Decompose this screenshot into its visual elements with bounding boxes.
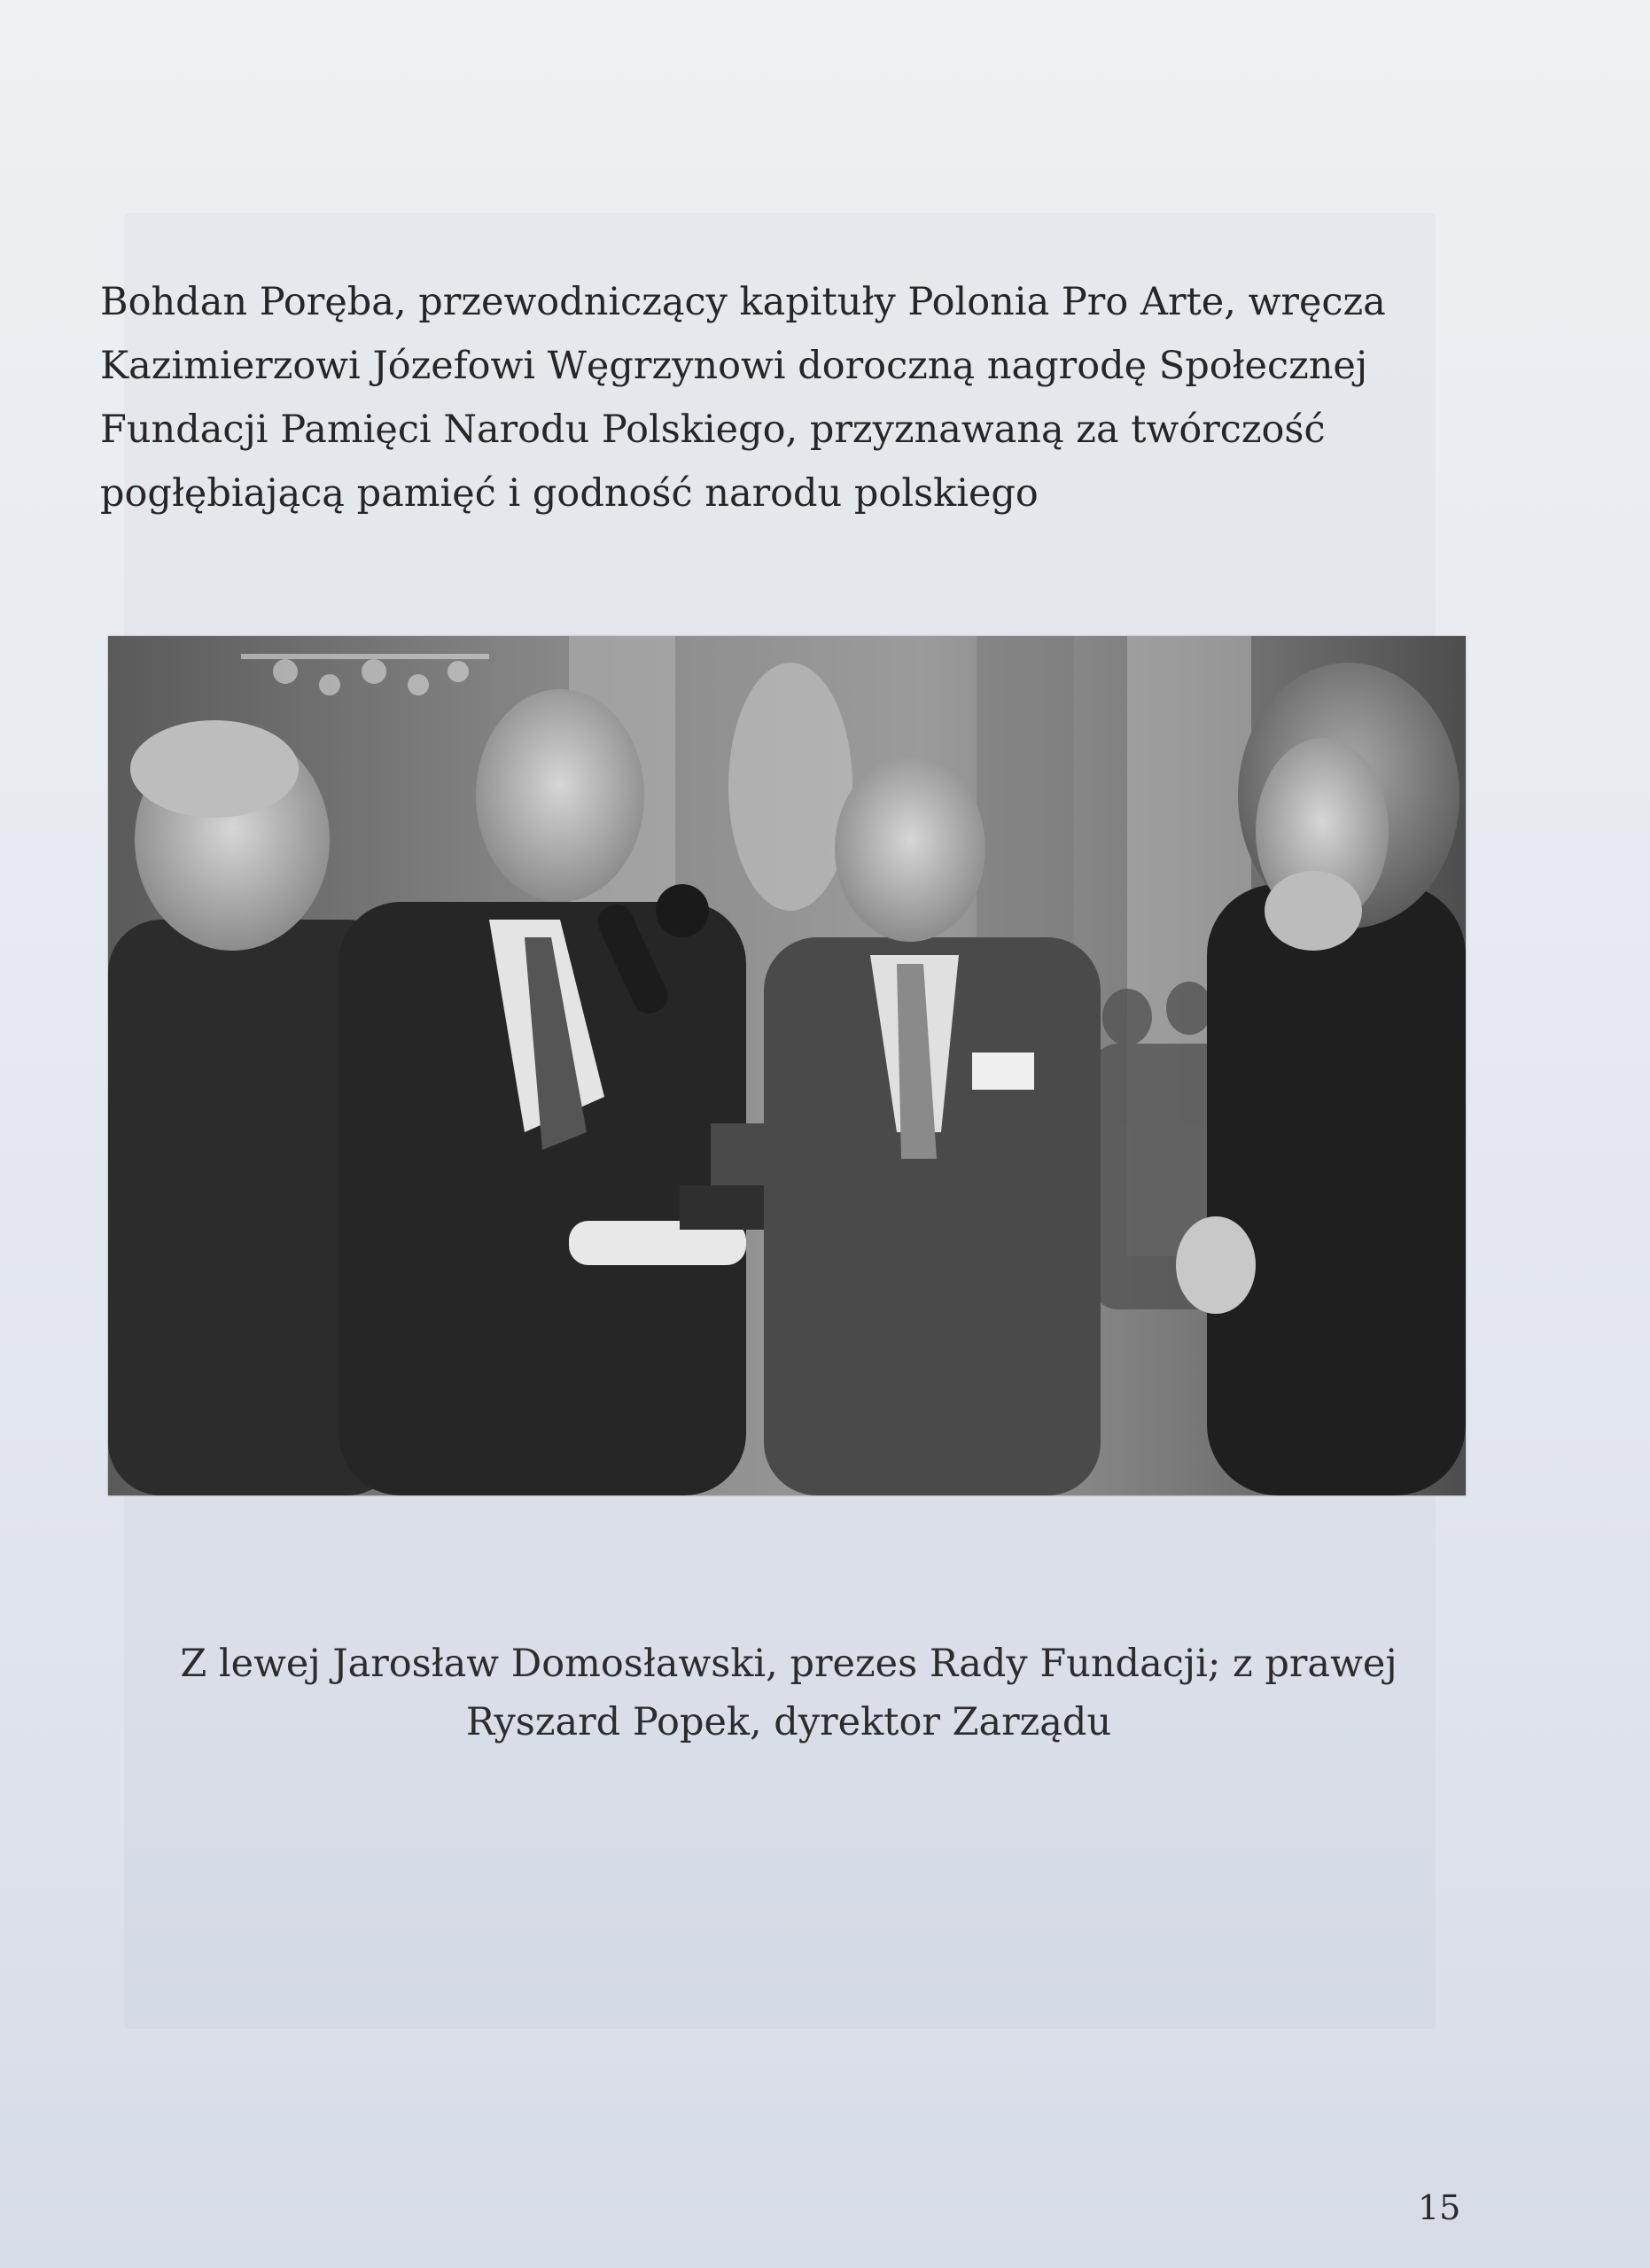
top-caption-line: Fundacji Pamięci Narodu Polskiego, przyznawaną za twórczość	[100, 408, 1326, 452]
top-caption	[100, 270, 1412, 525]
bottom-caption-line: Z lewej Jarosław Domosławski, prezes Rady Fundacji; z prawej	[180, 1642, 1397, 1686]
top-caption-line: Bohdan Poręba, przewodniczący kapituły Polonia Pro Arte, wręcza	[100, 280, 1386, 324]
top-caption-line: Kazimierzowi Józefowi Węgrzynowi doroczną nagrodę Społecznej	[100, 344, 1368, 388]
bottom-caption	[177, 1635, 1400, 1751]
page-number: 15	[1418, 2188, 1461, 2227]
top-caption-line: pogłębiającą pamięć i godność narodu polskiego	[100, 471, 1039, 516]
bottom-caption-line: Ryszard Popek, dyrektor Zarządu	[465, 1700, 1112, 1744]
photo-illustration	[108, 636, 1466, 1495]
ceremony-photo	[108, 636, 1466, 1495]
